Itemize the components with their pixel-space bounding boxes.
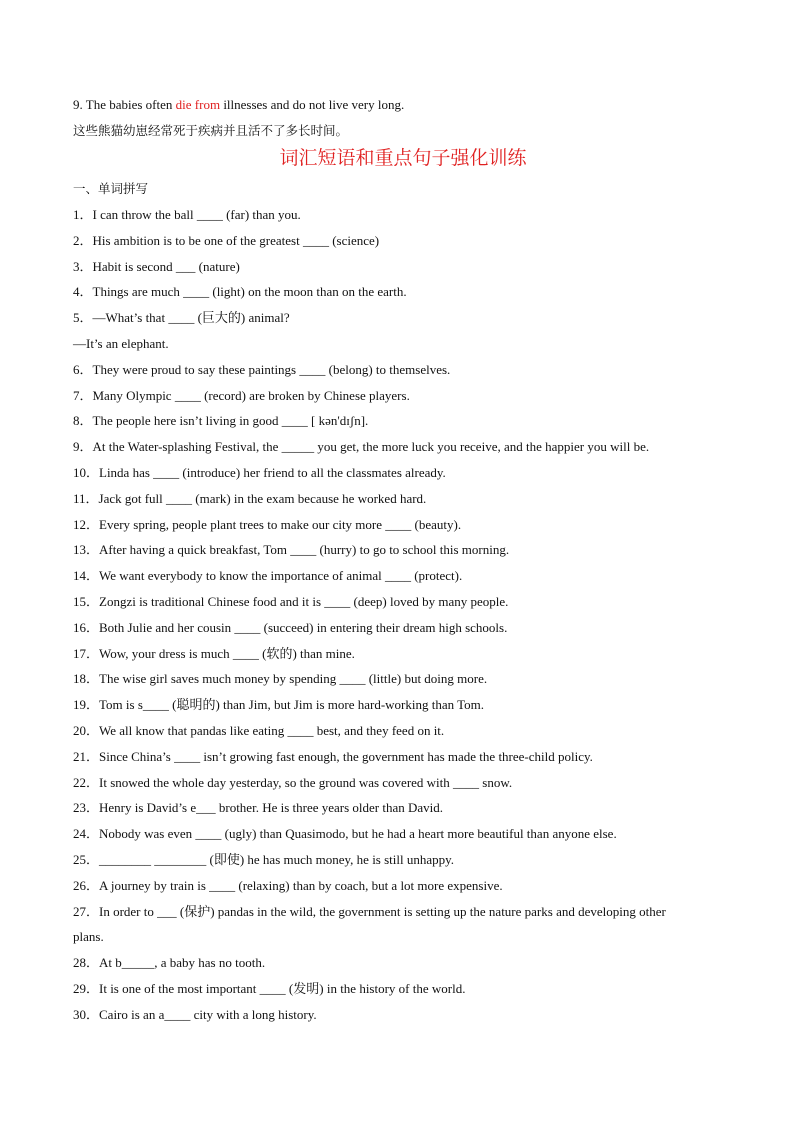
question-item: 19．Tom is s____ (聪明的) than Jim, but Jim is more hard-working than Tom. <box>73 697 485 713</box>
question-item: 16．Both Julie and her cousin ____ (succeed) in entering their dream high schools. <box>73 619 508 635</box>
question-item: 11．Jack got full ____ (mark) in the exam because he worked hard. <box>73 490 427 506</box>
intro-english-sentence <box>73 92 733 118</box>
question-item: 21．Since China’s ____ isn’t growing fast enough, the government has made the three-child policy. <box>73 748 593 764</box>
question-item: 30．Cairo is an a____ city with a long history. <box>73 1006 317 1022</box>
question-item-continuation: 27．In order to ___ (保护) pandas in the wild, the government is setting up the nature parks and developing other <box>73 903 666 919</box>
question-item: 13．After having a quick breakfast, Tom ____ (hurry) to go to school this morning. <box>73 542 510 558</box>
question-item: 17．Wow, your dress is much ____ (软的) than mine. <box>73 645 355 661</box>
question-item: 10．Linda has ____ (introduce) her friend to all the classmates already. <box>73 464 446 480</box>
question-item: 5．—What’s that ____ (巨大的) animal? <box>73 310 290 326</box>
question-item: 14．We want everybody to know the importance of animal ____ (protect). <box>73 568 463 584</box>
question-item: 24．Nobody was even ____ (ugly) than Quasimodo, but he had a heart more beautiful than anyone else. <box>73 826 617 842</box>
section-heading: 一、单词拼写 <box>73 181 149 196</box>
intro-highlight-phrase: die from <box>175 97 221 112</box>
worksheet-page <box>73 92 733 1028</box>
question-item: 20．We all know that pandas like eating ____ best, and they feed on it. <box>73 722 445 738</box>
question-item: 6．They were proud to say these paintings ____ (belong) to themselves. <box>73 361 451 377</box>
question-item: 4．Things are much ____ (light) on the moon than on the earth. <box>73 284 407 300</box>
question-item: plans. <box>73 929 104 945</box>
question-list <box>73 202 733 1028</box>
worksheet-title: 词汇短语和重点句子强化训练 <box>279 147 527 169</box>
question-item: 8．The people here isn’t living in good ____ [ kən'dɪʃn]. <box>73 413 369 429</box>
intro-chinese-translation: 这些熊猫幼崽经常死于疾病并且活不了多长时间。 <box>73 123 349 138</box>
question-item: 26．A journey by train is ____ (relaxing) than by coach, but a lot more expensive. <box>73 877 503 893</box>
question-item: 28．At b_____, a baby has no tooth. <box>73 955 266 971</box>
question-item: 29．It is one of the most important ____ (发明) in the history of the world. <box>73 980 466 996</box>
question-item: —It’s an elephant. <box>73 335 169 351</box>
question-item: 2．His ambition is to be one of the greatest ____ (science) <box>73 232 380 248</box>
question-item: 22．It snowed the whole day yesterday, so the ground was covered with ____ snow. <box>73 774 513 790</box>
question-item: 12．Every spring, people plant trees to make our city more ____ (beauty). <box>73 516 462 532</box>
question-item: 15．Zongzi is traditional Chinese food and it is ____ (deep) loved by many people. <box>73 593 509 609</box>
question-item: 9．At the Water-splashing Festival, the _____ you get, the more luck you receive, and the happier you will be. <box>73 439 650 455</box>
question-item: 1．I can throw the ball ____ (far) than you. <box>73 207 301 222</box>
question-item: 3．Habit is second ___ (nature) <box>73 258 240 274</box>
intro-prefix: 9. The babies often <box>73 97 176 112</box>
question-item: 25．________ ________ (即使) he has much money, he is still unhappy. <box>73 851 455 867</box>
intro-suffix: illnesses and do not live very long. <box>220 97 405 112</box>
question-item: 18．The wise girl saves much money by spending ____ (little) but doing more. <box>73 671 488 687</box>
question-item: 23．Henry is David’s e___ brother. He is three years older than David. <box>73 800 444 816</box>
question-item: 7．Many Olympic ____ (record) are broken by Chinese players. <box>73 387 410 403</box>
